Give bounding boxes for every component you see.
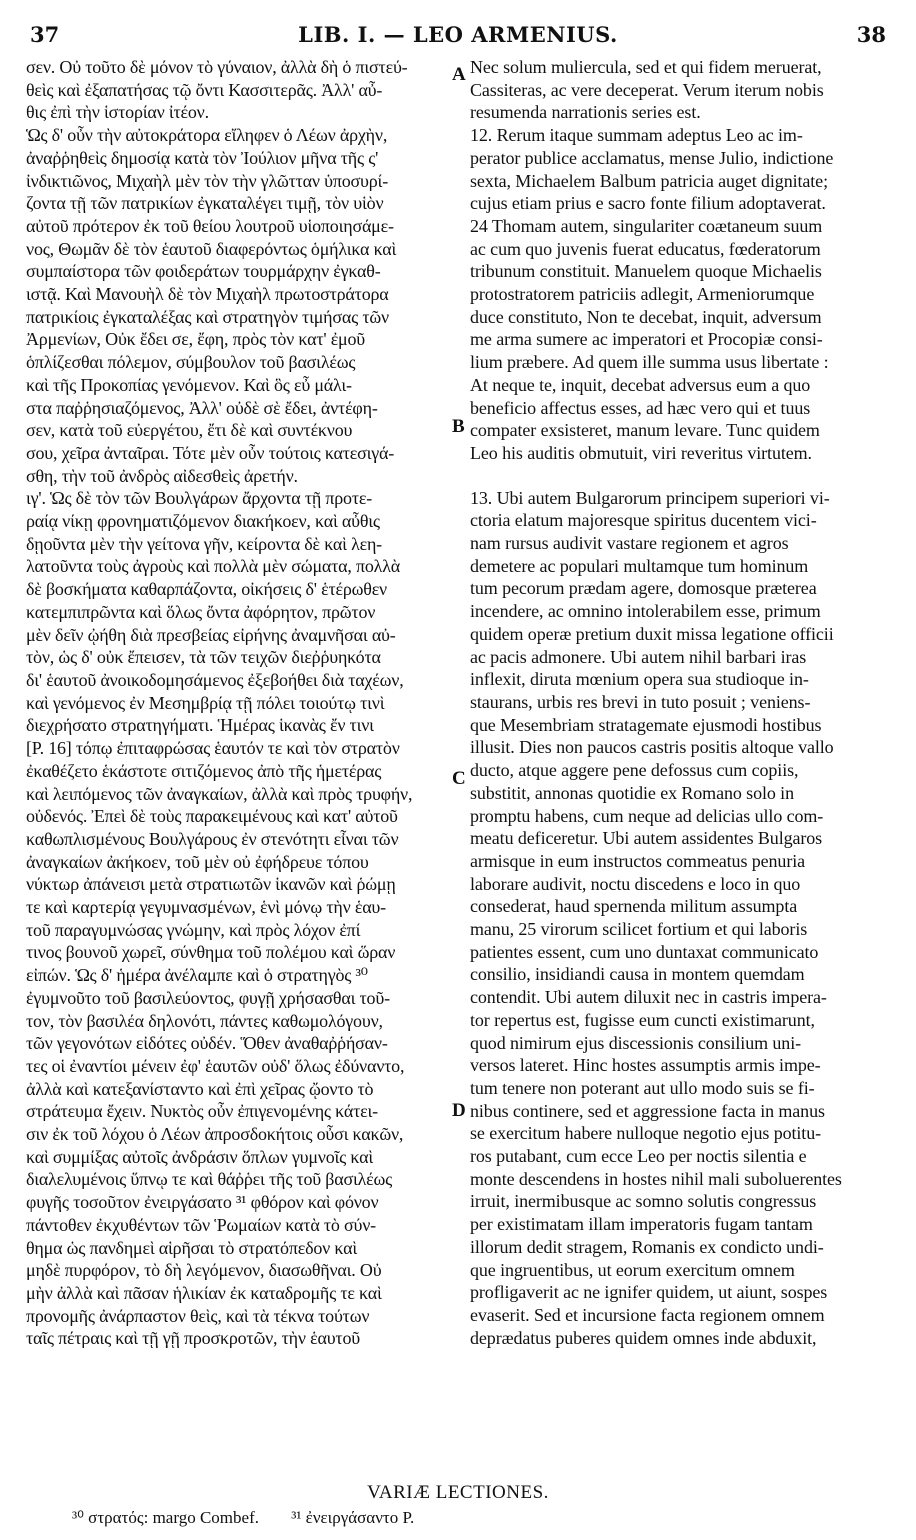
latin-line: beneficio affectus esses, ad hæc vero qui et tuus xyxy=(470,397,811,418)
greek-line: καὶ λειπόμενος τῶν ἀναγκαίων, ἀλλὰ καὶ πρὸς τρυφήν, xyxy=(26,783,413,804)
latin-line: resumenda narrationis series est. xyxy=(470,102,701,123)
greek-line: ἰνδικτιῶνος, Μιχαὴλ μὲν τὸν τὴν γλῶτταν ὑποσυρί- xyxy=(26,170,388,191)
margin-letter-a: A xyxy=(452,64,466,85)
latin-line: inflexit, diruta mœnium opera sua studioque in- xyxy=(470,669,809,690)
greek-line: λατοῦντα τοὺς ἀγροὺς καὶ πολλὰ μὲν σώματα, πολλὰ xyxy=(26,556,400,577)
greek-line: δὲ βοσκήματα καθαρπάζοντα, οἰκήσεις δ' ἑτέρωθεν xyxy=(26,579,387,600)
latin-line: que Mesembriam stratagemate ejusmodi hostibus xyxy=(470,714,822,735)
greek-line: τε καὶ καρτερίᾳ γεγυμνασμένων, ἑνὶ μόνῳ τὴν ἑαυ- xyxy=(26,897,386,918)
greek-line: κατεμπιπρῶντα καὶ ὅλως ὄντα ἀφόρητον, πρῶτον xyxy=(26,601,376,622)
latin-line: me arma sumere ac imperatori et Procopiæ consi- xyxy=(470,329,823,350)
greek-line: ἐγυμνοῦτο τοῦ βασιλεύοντος, φυγῇ χρήσασθαι τοῦ- xyxy=(26,987,390,1008)
footnote-31: ³¹ ἐνειργάσαντο P. xyxy=(291,1508,415,1527)
greek-line: θημα ὡς πανδημεὶ αἱρῆσαι τὸ στρατόπεδον καὶ xyxy=(26,1237,358,1258)
greek-line: θις ἐπὶ τὴν ἱστορίαν ἰτέον. xyxy=(26,102,209,123)
footnote-30: ³⁰ στρατός: margo Combef. xyxy=(72,1508,259,1527)
greek-line: προνομῆς ἀνάρπαστον θεὶς, καὶ τὰ τέκνα τούτων xyxy=(26,1305,370,1326)
greek-line: νύκτωρ ἀπάνεισι μετὰ στρατιωτῶν ἱκανῶν καὶ ῥώμῃ xyxy=(26,874,396,895)
latin-line: evaserit. Sed et incursione facta regionem omnem xyxy=(470,1304,825,1325)
greek-line: μηδὲ πυρφόρον, τὸ δὴ λεγόμενον, διασωθῆναι. Οὐ xyxy=(26,1260,382,1281)
latin-line: nibus continere, sed et aggressione facta in manus xyxy=(470,1100,825,1121)
greek-line: ἐκαθέζετο ἑκάστοτε σιτιζόμενος ἀπὸ τῆς ἡμετέρας xyxy=(26,760,382,781)
latin-line: irruit, inermibusque ac somno solutis congressus xyxy=(470,1191,817,1212)
margin-letter-b: B xyxy=(452,416,465,437)
greek-line: σεν, κατὰ τοῦ εὐεργέτου, ἔτι δὲ καὶ συντέκνου xyxy=(26,420,353,441)
greek-line: ζοντα τῇ τῶν πατρικίων ἐγκαταλέγει τιμῇ, τὸν υἱὸν xyxy=(26,193,384,214)
greek-line: τοῦ παραγυμνώσας γνώμην, καὶ πρὸς λόχον ἐπί xyxy=(26,919,361,940)
latin-line: substitit, annonas quotidie ex Romano solo in xyxy=(470,782,794,803)
latin-line: 13. Ubi autem Bulgarorum principem superiori vi- xyxy=(470,487,830,508)
greek-line: φυγῆς τοσοῦτον ἐνειργάσατο ³¹ φθόρον καὶ φόνον xyxy=(26,1192,379,1213)
latin-line: cujus etiam prius e sacro fonte filium adoptaverat. xyxy=(470,193,826,214)
latin-line: meatu deficeretur. Ubi autem assidentes Bulgaros xyxy=(470,828,823,849)
latin-line: profligaverit ac ne ignifer quidem, ut aiunt, sospes xyxy=(470,1282,828,1303)
latin-line: lium præbere. Ad quem ille summa usus libertate : xyxy=(470,352,829,373)
greek-line: ἀλλὰ καὶ κατεξανίσταντο καὶ ἐπὶ χεῖρας ᾤοντο τὸ xyxy=(26,1078,374,1099)
latin-line: per existimatam illam imperatoris fugam tantam xyxy=(470,1214,813,1235)
greek-line: τινος βουνοῦ χωρεῖ, σύνθημα τοῦ πολέμου καὶ ὥραν xyxy=(26,942,396,963)
greek-line: ἀναγκαίων ἀκήκοεν, τοῦ μὲν οὐ ἐφήδρευε τόπου xyxy=(26,851,369,872)
latin-line: Leo his auditis obmutuit, viri reveritus virtutem. xyxy=(470,442,812,463)
latin-line: deprædatus puberes quidem omnes inde abduxit, xyxy=(470,1327,817,1348)
latin-line: demetere ac populari multamque tum hominum xyxy=(470,555,809,576)
greek-line: σου, χεῖρα ἀνταῖραι. Τότε μὲν οὖν τούτοις κατεσιγά- xyxy=(26,442,395,463)
page-number-right: 38 xyxy=(856,22,886,47)
latin-line: monte descendens in hostes nihil mali suboluerentes xyxy=(470,1168,842,1189)
variae-lectiones-heading: VARIÆ LECTIONES. xyxy=(367,1482,549,1503)
latin-line: Cassiteras, ac vere deceperat. Verum iterum nobis xyxy=(470,79,824,100)
greek-line: καὶ τῆς Προκοπίας γενόμενον. Καὶ ὃς εὖ μάλι- xyxy=(26,374,352,395)
latin-line: armisque in eum instructos commeatus penuria xyxy=(470,850,806,871)
latin-line: sexta, Michaelem Balbum patricia auget dignitate; xyxy=(470,170,828,191)
greek-line: τῶν γεγονότων εἰδότες οὐδέν. Ὅθεν ἀναθαῤῥήσαν- xyxy=(26,1033,388,1054)
latin-line xyxy=(470,465,895,487)
latin-text-column xyxy=(470,56,895,1349)
latin-line: ros putabant, cum ecce Leo per noctis silentia e xyxy=(470,1146,807,1167)
greek-line: Ἀρμενίων, Οὐκ ἔδει σε, ἔφη, πρὸς τὸν κατ' ἐμοῦ xyxy=(26,329,366,350)
latin-line: staurans, urbis res brevi in tuto posuit ; veniens- xyxy=(470,691,811,712)
greek-line: ὁπλίζεσθαι πόλεμον, σύμβουλον τοῦ βασιλέως xyxy=(26,352,356,373)
latin-line: tum tenere non poterant aut ullo modo suis se fi- xyxy=(470,1077,815,1098)
greek-line: καὶ γενόμενος ἐν Μεσημβρίᾳ τῇ πόλει τοιούτῳ τινὶ xyxy=(26,692,385,713)
greek-line: δῃοῦντα μὲν τὴν γείτονα γῆν, κείροντα δὲ καὶ λεη- xyxy=(26,533,382,554)
latin-line: laborare audivit, noctu discedens e loco in quo xyxy=(470,873,801,894)
greek-line: μὴν ἀλλὰ καὶ πᾶσαν ἡλικίαν ἐκ καταδρομῆς τε καὶ xyxy=(26,1282,382,1303)
greek-line: εἰπών. Ὡς δ' ἡμέρα ἀνέλαμπε καὶ ὁ στρατηγὸς ³⁰ xyxy=(26,965,368,986)
latin-line: que ingruentibus, ut eorum exercitum omnem xyxy=(470,1259,795,1280)
greek-line: διαλελυμένοις ὕπνῳ τε καὶ θάῤῥει τῆς τοῦ βασιλέως xyxy=(26,1169,393,1190)
latin-line: ctoria elatum majoresque spiritus ducentem vici- xyxy=(470,510,817,531)
greek-line: τὸν, ὡς δ' οὐκ ἔπεισεν, τὰ τῶν τειχῶν διεῤῥυηκότα xyxy=(26,647,381,668)
latin-line: illorum dedit stragem, Romanis ex condicto undi- xyxy=(470,1236,824,1257)
greek-line: καθωπλισμένους Βουλγάρους ἐν στενότητι εἶναι τῶν xyxy=(26,828,399,849)
greek-line: οὐδενός. Ἐπεὶ δὲ τοὺς παρακειμένους καὶ κατ' αὐτοῦ xyxy=(26,806,398,827)
greek-line: αὐτοῦ πρότερον ἐκ τοῦ θείου λουτροῦ υἱοποιησάμε- xyxy=(26,215,394,236)
latin-line: incendere, ac omnino intolerabilem esse, primum xyxy=(470,601,821,622)
latin-line: compater exsisteret, manum levare. Tunc quidem xyxy=(470,420,820,441)
greek-line: στράτευμα ἔχειν. Νυκτὸς οὖν ἐπιγενομένης κάτει- xyxy=(26,1101,378,1122)
greek-line: πάντοθεν ἐκχυθέντων τῶν Ῥωμαίων κατὰ τὸ σύν- xyxy=(26,1214,376,1235)
greek-line: τον, τὸν βασιλέα δηλονότι, πάντες καθωμολόγουν, xyxy=(26,1010,383,1031)
greek-line: στα παῤῥησιαζόμενος, Ἀλλ' οὐδὲ σὲ ἔδει, ἀντέφη- xyxy=(26,397,378,418)
latin-line: tor repertus est, fugisse eum cuncti existimarunt, xyxy=(470,1009,815,1030)
running-head-title: LIB. I. — LEO ARMENIUS. xyxy=(298,22,618,47)
greek-line: Ὡς δ' οὖν τὴν αὐτοκράτορα εἴληφεν ὁ Λέων ἀρχὴν, xyxy=(26,125,388,146)
greek-line: μὲν δεῖν ᾠήθη διὰ πρεσβείας εἰρήνης ἀναμνῆσαι αὐ- xyxy=(26,624,396,645)
greek-line: σθη, τὴν τοῦ ἀνδρὸς αἰδεσθεὶς ἀρετήν. xyxy=(26,465,298,486)
latin-line: versos lateret. Hinc hostes assumptis armis impe- xyxy=(470,1055,821,1076)
latin-line: ducto, atque aggere pene defossus cum copiis, xyxy=(470,760,799,781)
latin-line: contendit. Ubi autem diluxit nec in castris impera- xyxy=(470,987,827,1008)
greek-line: ἀναῤῥηθεὶς δημοσίᾳ κατὰ τὸν Ἰούλιον μῆνα τῆς ς' xyxy=(26,147,379,168)
latin-line: promptu habens, cum neque ad delicias ullo com- xyxy=(470,805,824,826)
latin-line: tribunum constituit. Manuelem quoque Michaelis xyxy=(470,261,822,282)
greek-line: σιν ἐκ τοῦ λόχου ὁ Λέων ἀπροσδοκήτοις οὖσι κακῶν, xyxy=(26,1124,404,1145)
latin-line: manu, 25 virorum scilicet fortium et qui laboris xyxy=(470,919,808,940)
latin-line: duce constituto, Non te decebat, inquit, adversum xyxy=(470,306,822,327)
greek-line: ταῖς πέτραις καὶ τῇ γῇ προσκροτῶν, τὴν ἑαυτοῦ xyxy=(26,1328,360,1349)
latin-line: patientes essent, cum uno duntaxat communicato xyxy=(470,941,819,962)
running-header xyxy=(30,14,886,50)
latin-line: 24 Thomam autem, singulariter coætaneum suum xyxy=(470,215,823,236)
latin-line: protostratorem patriciis adlegit, Armeniorumque xyxy=(470,284,815,305)
latin-line: Nec solum muliercula, sed et qui fidem meruerat, xyxy=(470,57,822,77)
greek-line: [P. 16] τόπῳ ἐπιταφρώσας ἑαυτόν τε καὶ τὸν στρατὸν xyxy=(26,738,400,759)
latin-line: se exercitum habere nulloque negotio ejus potitu- xyxy=(470,1123,821,1144)
margin-letter-c: C xyxy=(452,768,466,789)
page-number-left: 37 xyxy=(30,22,60,47)
latin-line: consilio, insidiandi causa in montem quemdam xyxy=(470,964,805,985)
greek-line: ιγ'. Ὡς δὲ τὸν τῶν Βουλγάρων ἄρχοντα τῇ προτε- xyxy=(26,488,373,509)
latin-line: ac pacis admonere. Ubi autem nihil barbari iras xyxy=(470,646,807,667)
latin-line: At neque te, inquit, decebat adversus eum a quo xyxy=(470,374,811,395)
greek-line: πατρικίοις ἐγκαταλέξας καὶ στρατηγὸν τιμήσας τῶν xyxy=(26,306,389,327)
latin-line: quod nimirum ejus discessionis consilium uni- xyxy=(470,1032,801,1053)
greek-line: νος, Θωμᾶν δὲ τὸν ἑαυτοῦ διαφερόντως ὁμήλικα καὶ xyxy=(26,238,397,259)
latin-line: perator publice acclamatus, mense Julio, indictione xyxy=(470,147,834,168)
latin-line: nam rursus audivit vastare regionem et agros xyxy=(470,533,789,554)
greek-line: θεὶς καὶ ἐξαπατήσας τῷ ὄντι Κασσιτερᾶς. Ἀλλ' αὖ- xyxy=(26,79,383,100)
latin-line: illusit. Dies non paucos castris positis altoque vallo xyxy=(470,737,834,758)
latin-line: ac cum quo juvenis fuerat educatus, fœderatorum xyxy=(470,238,821,259)
greek-line: συμπαίστορα τῶν φοιδεράτων τουρμάρχην ἐγκαθ- xyxy=(26,261,381,282)
footnotes xyxy=(72,1508,442,1528)
greek-line: διεχρήσατο στρατηγήματι. Ἡμέρας ἱκανὰς ἔν τινι xyxy=(26,715,374,736)
greek-line: σεν. Οὐ τοῦτο δὲ μόνον τὸ γύναιον, ἀλλὰ δὴ ὁ πιστεύ- xyxy=(26,57,408,77)
greek-line: καὶ συμμίξας αὐτοῖς ἀνδράσιν ὅπλων γυμνοῖς καὶ xyxy=(26,1146,373,1167)
greek-line: ιστᾷ. Καὶ Μανουὴλ δὲ τὸν Μιχαὴλ πρωτοστράτορα xyxy=(26,284,389,305)
greek-text-column xyxy=(26,56,451,1350)
margin-letter-d: D xyxy=(452,1100,466,1121)
greek-line: δι' ἑαυτοῦ ἀνοικοδομησάμενος ἐξεβοήθει διὰ ταχέων, xyxy=(26,669,404,690)
greek-line: τες οἱ ἐναντίοι μένειν ἐφ' ἑαυτῶν οὐδ' ὅλως ἐδύναντο, xyxy=(26,1055,405,1076)
latin-line: quidem operæ pretium duxit missa legatione officii xyxy=(470,623,834,644)
latin-line: tum pecorum prædam agere, domosque præterea xyxy=(470,578,817,599)
latin-line: consederat, haud spernenda militum assumpta xyxy=(470,896,798,917)
latin-line: 12. Rerum itaque summam adeptus Leo ac im- xyxy=(470,125,803,146)
greek-line: ραίᾳ νίκῃ φρονηματιζόμενον διακήκοεν, καὶ αὖθις xyxy=(26,511,380,532)
